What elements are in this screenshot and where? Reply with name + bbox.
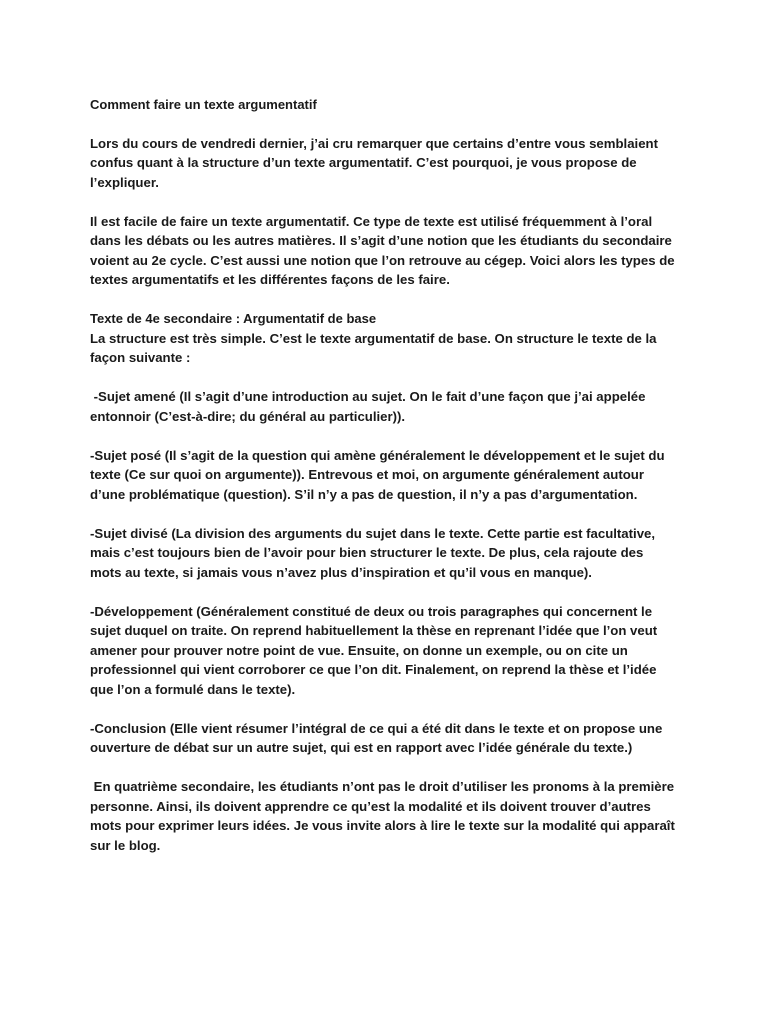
text-line: mots pour exprimer leurs idées. Je vous invite alors à lire le texte sur la modalité qui apparaît: [90, 818, 675, 833]
text-line: entonnoir (C’est-à-dire; du général au particulier)).: [90, 408, 406, 424]
text-line: mais c’est toujours bien de l’avoir pour bien structurer le texte. De plus, cela rajoute des: [90, 545, 644, 560]
text-line: -Sujet amené (Il s’agit d’une introduction au sujet. On le fait d’une façon que j’ai appelée: [90, 389, 646, 404]
text-line: dans les débats ou les autres matières. Il s’agit d’une notion que les étudiants du secondaire: [90, 233, 672, 248]
sujet-divise-paragraph: [90, 524, 668, 583]
sujet-amene-paragraph: [90, 387, 668, 426]
text-line: sujet duquel on traite. On reprend habituellement la thèse en reprenant l’idée que l’on veut: [90, 623, 658, 638]
text-line: d’une problématique (question). S’il n’y a pas de question, il n’y a pas d’argumentation.: [90, 486, 638, 502]
text-line: -Sujet divisé (La division des arguments du sujet dans le texte. Cette partie est facultative,: [90, 525, 656, 541]
text-line: ouverture de débat sur un autre sujet, qui est en rapport avec l’idée générale du texte.): [90, 740, 633, 755]
text-line: personne. Ainsi, ils doivent apprendre ce qu’est la modalité et ils doivent trouver d’autres: [90, 798, 651, 814]
text-line: l’expliquer.: [90, 174, 159, 190]
conclusion-paragraph: [90, 719, 668, 758]
text-line: voient au 2e cycle. C’est aussi une notion que l’on retrouve au cégep. Voici alors les types de: [90, 252, 675, 268]
document-title: Comment faire un texte argumentatif: [90, 97, 317, 112]
text-line: La structure est très simple. C’est le texte argumentatif de base. On structure le texte de la: [90, 330, 657, 346]
section-block: [90, 309, 668, 368]
sujet-pose-paragraph: [90, 446, 668, 505]
text-line: que l’on a formulé dans le texte).: [90, 681, 296, 697]
text-line: confus quant à la structure d’un texte argumentatif. C’est pourquoi, je vous propose de: [90, 155, 637, 170]
text-line: façon suivante :: [90, 350, 191, 365]
section-heading: Texte de 4e secondaire : Argumentatif de base: [90, 311, 377, 326]
text-line: texte (Ce sur quoi on argumente)). Entrevous et moi, on argumente généralement autour: [90, 467, 644, 482]
text-line: textes argumentatifs et les différentes façons de les faire.: [90, 272, 450, 287]
text-line: sur le blog.: [90, 837, 161, 853]
text-line: mots au texte, si jamais vous n’avez plus d’inspiration et qu’il vous en manque).: [90, 564, 592, 580]
text-line: -Conclusion (Elle vient résumer l’intégral de ce qui a été dit dans le texte et on propose une: [90, 720, 663, 736]
paragraph-2: [90, 212, 675, 290]
text-line: -Sujet posé (Il s’agit de la question qui amène généralement le développement et le sujet du: [90, 447, 665, 463]
text-line: Il est facile de faire un texte argumentatif. Ce type de texte est utilisé fréquemment à l’oral: [90, 213, 653, 229]
intro-paragraph: [90, 134, 668, 193]
text-line: En quatrième secondaire, les étudiants n’ont pas le droit d’utiliser les pronoms à la première: [90, 779, 675, 794]
text-line: professionnel qui vient corroborer ce que l’on dit. Finalement, on reprend la thèse et l’idée: [90, 662, 657, 677]
text-line: -Développement (Généralement constitué de deux ou trois paragraphes qui concernent le: [90, 603, 653, 619]
text-line: Lors du cours de vendredi dernier, j’ai cru remarquer que certains d’entre vous semblaient: [90, 135, 658, 151]
developpement-paragraph: [90, 602, 668, 700]
text-line: amener pour prouver notre point de vue. Ensuite, on donne un exemple, ou on cite un: [90, 642, 628, 658]
final-paragraph: [90, 777, 675, 855]
